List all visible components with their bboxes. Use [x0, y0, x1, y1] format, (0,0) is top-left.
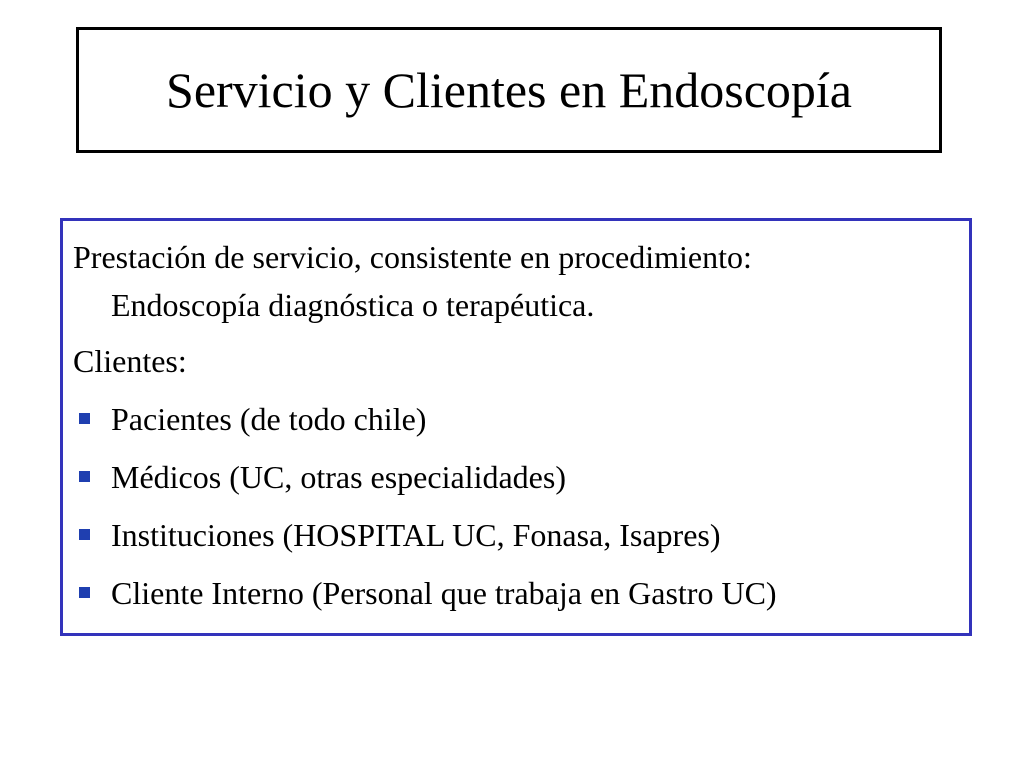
- bullet-item: [73, 395, 777, 453]
- intro-paragraph-line-2: Endoscopía diagnóstica o terapéutica.: [111, 287, 595, 323]
- square-bullet-icon: [79, 413, 90, 424]
- slide-content-box: [60, 218, 972, 636]
- clients-heading: [73, 337, 187, 385]
- clients-bullet-list: [73, 395, 777, 627]
- bullet-item: [73, 453, 777, 511]
- intro-paragraph: [73, 233, 752, 329]
- bullet-item-text: Cliente Interno (Personal que trabaja en Gastro UC): [111, 575, 777, 611]
- bullet-item-text: Instituciones (HOSPITAL UC, Fonasa, Isapres): [111, 517, 721, 553]
- slide-title-box: [76, 27, 942, 153]
- clients-heading-text: Clientes:: [73, 343, 187, 379]
- square-bullet-icon: [79, 587, 90, 598]
- square-bullet-icon: [79, 529, 90, 540]
- intro-paragraph-line-1: Prestación de servicio, consistente en procedimiento:: [73, 239, 752, 275]
- bullet-item-text: Médicos (UC, otras especialidades): [111, 459, 566, 495]
- bullet-item: [73, 569, 777, 627]
- bullet-item-text: Pacientes (de todo chile): [111, 401, 427, 437]
- bullet-item: [73, 511, 777, 569]
- slide-title: Servicio y Clientes en Endoscopía: [166, 62, 852, 118]
- square-bullet-icon: [79, 471, 90, 482]
